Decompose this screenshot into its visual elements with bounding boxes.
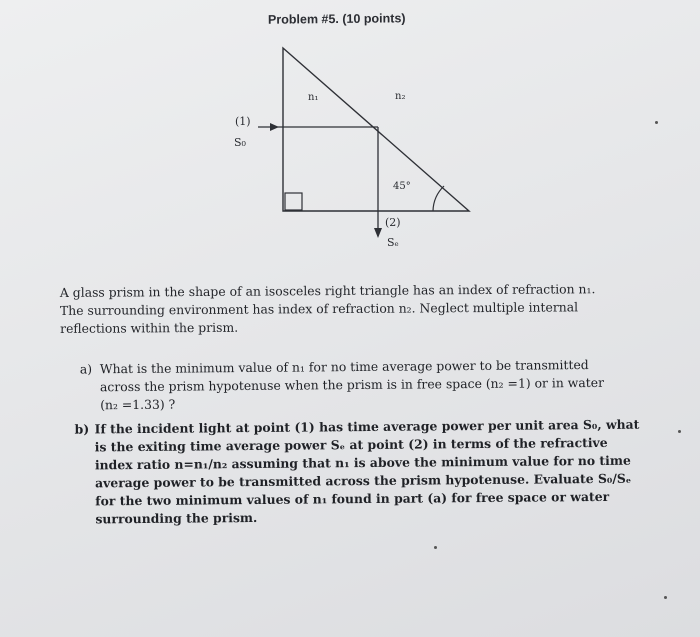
exiting-arrowhead [374, 228, 382, 238]
paper-speck [664, 596, 667, 599]
problem-title: Problem #5. (10 points) [267, 11, 406, 27]
point2-label: (2) [385, 216, 401, 229]
label-n1: n₁ [308, 92, 319, 103]
part-a [79, 356, 620, 415]
prism-triangle [283, 48, 469, 211]
incident-arrowhead [270, 123, 279, 131]
right-angle-marker [285, 193, 302, 210]
problem-intro: A glass prism in the shape of an isosceles right triangle has an index of refraction n₁. The surrounding environment has index of refraction n₂. Neglect multiple internal reflections within the prism. [59, 281, 596, 336]
angle-arc [433, 186, 444, 211]
part-b [74, 416, 646, 529]
part-b-label: b) [74, 421, 90, 437]
part-a-label: a) [79, 361, 93, 377]
point1-label: (1) [235, 115, 251, 128]
point2-power: Sₑ [387, 236, 399, 249]
angle-label: 45° [393, 181, 411, 192]
label-n2: n₂ [395, 91, 406, 102]
part-b-text: If the incident light at point (1) has time average power per unit area S₀, what is the exiting time average power Sₑ at point (2) in terms of the refractive index ratio n=n₁/n₂ assuming that n₁ is above the minimum value for no time average power to be transmitted across the prism hypotenuse. Evaluate S₀/Sₑ for the two minimum values of n₁ found in part (a) for free space or water surrounding the prism. [94, 416, 640, 527]
paper-speck [434, 546, 437, 549]
paper-speck [678, 430, 681, 433]
point1-power: S₀ [234, 136, 246, 149]
paper-speck [655, 121, 658, 124]
part-a-text: What is the minimum value of n₁ for no time average power to be transmitted across the prism hypotenuse when the prism is in free space (n₂ =1) or in water (n₂ =1.33) ? [99, 357, 605, 413]
